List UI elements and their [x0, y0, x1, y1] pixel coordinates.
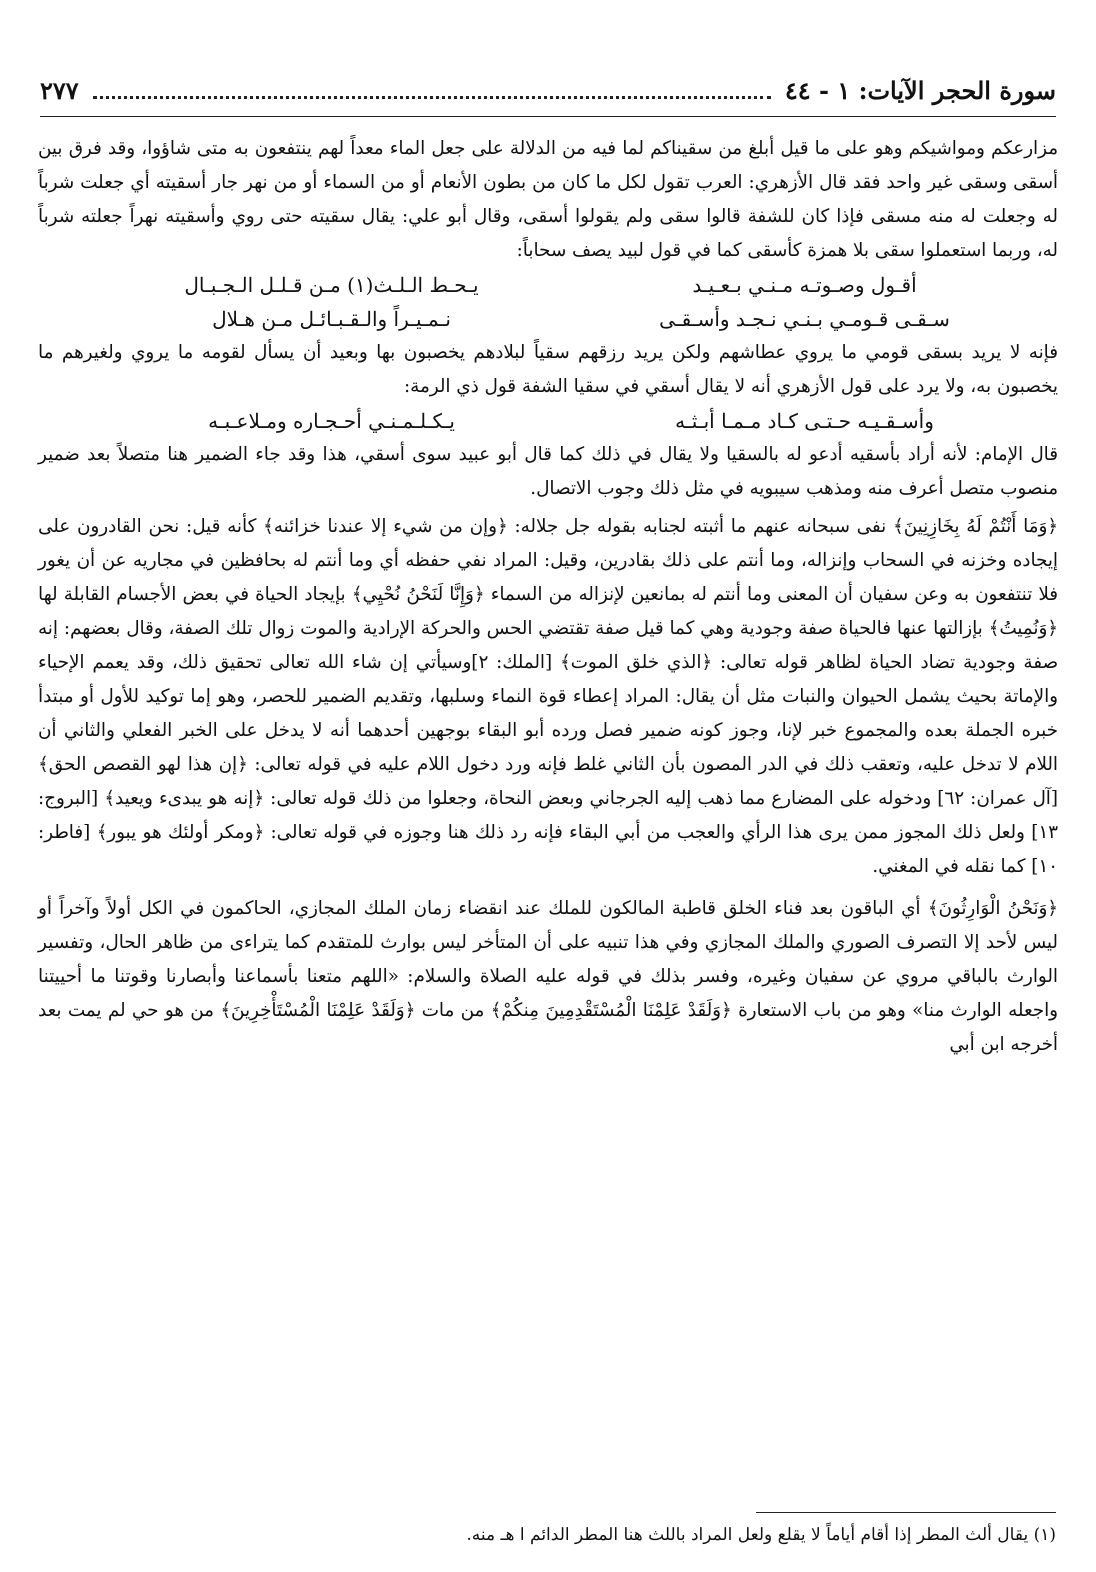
- footnote-divider: [756, 1512, 1056, 1513]
- hemistich: يـحـط الـلـث(١) مـن قـلـل الـجـبـال: [184, 273, 479, 297]
- paragraph-1: مزارعكم ومواشيكم وهو على ما قيل أبلغ من سقيناكم لما فيه من الدلالة على جعل الماء معداً لهم ينتفعون به متى شاؤوا، وقد فرق بين أسقى وسقى غير واحد فقد قال الأزهري: العرب تقول لكل ما كان من بطون الأنعام أو من السماء أو من نهر جار أسقيته أي جعلت شرباً له وجعلت له منه مسقى فإذا كان للشفة قالوا سقى ولم يقولوا أسقى، وقال أبو علي: يقال سقيته حتى روي وأسقيته نهراً جعلته شرباً له، وربما استعملوا سقى بلا همزة كأسقى كما في قول لبيد يصف سحاباً:: [38, 138, 1058, 261]
- leader-dots: [93, 82, 771, 99]
- paragraph-5: ﴿وَنَحْنُ الْوَارِثُونَ﴾ أي الباقون بعد فناء الخلق قاطبة المالكون للملك عند انقضاء زمان الملك المجازي، الحاكمون في الكل أولاً وآخراً أو ليس لأحد إلا التصرف الصوري والملك المجازي وفي هذا تنبيه على أن المتأخر ليس بوارث للمتقدم كما يتراءى من ظاهر الحال، وتفسير الوارث بالباقي مروي عن سفيان وغيره، وفسر بذلك في قوله عليه الصلاة والسلام: «اللهم متعنا بأسماعنا وأبصارنا وقوتنا ما أحييتنا واجعله الوارث منا» وهو من باب الاستعارة ﴿وَلَقَدْ عَلِمْنَا الْمُسْتَقْدِمِينَ مِنكُمْ﴾ من مات ﴿وَلَقَدْ عَلِمْنَا الْمُسْتَأْخِرِينَ﴾ من هو حي لم يمت بعد أخرجه ابن أبي: [38, 898, 1058, 1055]
- running-header: [40, 70, 1056, 117]
- main-text: [38, 132, 1058, 1062]
- hemistich: نـمـيـراً والـقـبـائـل مـن هـلال: [212, 307, 451, 331]
- paragraph-3: قال الإمام: لأنه أراد بأسقيه أدعو له بالسقيا ولا يقال في ذلك كما قال أبو عبيد سوى أسقي، هذا وقد جاء الضمير هنا متصلاً بعد ضمير منصوب متصل أعرف منه ومذهب سيبويه في مثل ذلك وجوب الاتصال.: [38, 444, 1058, 499]
- poem-line-2: [38, 302, 1058, 336]
- footnote: (١) يقال ألث المطر إذا أقام أياماً لا يقلع ولعل المراد باللث هنا المطر الدائم ا هـ منه.: [466, 1525, 1056, 1545]
- poem-line-1: [38, 268, 1058, 302]
- hemistich: وأسـقـيـه حـتـى كـاد مـمـا أبـثـه: [675, 409, 934, 433]
- page-number: ٢٧٧: [40, 75, 79, 105]
- hemistich: أقـول وصـوتـه مـنـي بـعـيـد: [692, 273, 917, 297]
- paragraph-4: ﴿وَمَا أَنْتُمْ لَهُ بِخَازِنِينَ﴾ نفى سبحانه عنهم ما أثبته لجنابه بقوله جل جلاله: ﴿وإن من شيء إلا عندنا خزائنه﴾ كأنه قيل: نحن القادرون على إيجاده وخزنه في السحاب وإنزاله، وما أنتم على ذلك بقادرين، وقيل: المراد نفي حفظه أي وما أنتم له بحافظين في مجاريه عن أن يغور فلا تنتفعون به وعن سفيان أن المعنى وما أنتم له بمانعين لإنزاله من السماء ﴿وَإِنَّا لَنَحْنُ نُحْيِي﴾ بإيجاد الحياة في بعض الأجسام القابلة لها ﴿وَنُمِيتُ﴾ بإزالتها عنها فالحياة صفة وجودية وهي كما قيل صفة تقتضي الحس والحركة الإرادية والموت زوال تلك الصفة، وقال بعضهم: إنه صفة وجودية تضاد الحياة لظاهر قوله تعالى: ﴿الذي خلق الموت﴾ [الملك: ٢]وسيأتي إن شاء الله تعالى تحقيق ذلك، وقد يعمم الإحياء والإماتة بحيث يشمل الحيوان والنبات مثل أن يقال: المراد إعطاء قوة النماء وسلبها، وتقديم الضمير للحصر، وهو إما توكيد للأول أو مبتدأ خبره الجملة بعده والمجموع خبر لإنا، وجوز كونه ضمير فصل ورده أبو البقاء بوجهين أحدهما أنه لا يدخل على الخبر الفعلي والثاني أن اللام لا تدخل عليه، وتعقب ذلك في الدر المصون بأن الثاني غلط فإنه ورد دخول اللام عليه في قوله تعالى: ﴿إن هذا لهو القصص الحق﴾ [آل عمران: ٦٢] ودخوله على المضارع مما ذهب إليه الجرجاني وبعض النحاة، وجعلوا من ذلك قوله تعالى: ﴿إنه هو يبدىء ويعيد﴾ [البروج: ١٣] ولعل ذلك المجوز ممن يرى هذا الرأي والعجب من أبي البقاء فإنه رد ذلك هنا وجوزه في قوله تعالى: ﴿ومكر أولئك هو يبور﴾ [فاطر: ١٠] كما نقله في المغني.: [38, 516, 1058, 877]
- surah-title: سورة الحجر الآيات: ١ - ٤٤: [784, 75, 1056, 105]
- paragraph-2: فإنه لا يريد بسقى قومي ما يروي عطاشهم ولكن يريد رزقهم سقياً لبلادهم يخصبون بها وبعيد أن يسأل لقومه ما يروي ولغيرهم ما يخصبون به، ولا يرد على قول الأزهري أنه لا يقال أسقي في سقيا الشفة قول ذي الرمة:: [38, 342, 1058, 397]
- hemistich: سـقـى قـومـي بـنـي نـجـد وأسـقـى: [659, 307, 950, 331]
- poem-line-3: [38, 404, 1058, 438]
- hemistich: يـكـلـمـنـي أحـجـاره ومـلاعـبـه: [208, 409, 455, 433]
